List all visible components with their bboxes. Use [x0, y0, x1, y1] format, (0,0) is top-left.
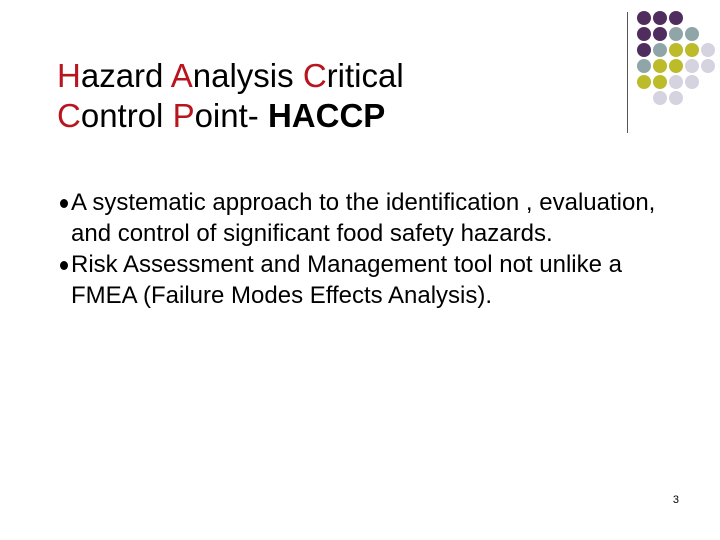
title-segment: ritical: [326, 57, 404, 94]
title-segment: azard: [80, 57, 171, 94]
title-segment: C: [57, 97, 81, 134]
decorative-dot: [669, 11, 683, 25]
bullet-list: [60, 187, 680, 311]
decorative-dot: [685, 75, 699, 89]
decorative-dot: [653, 59, 667, 73]
decorative-dot: [637, 11, 651, 25]
decorative-dot: [653, 43, 667, 57]
decorative-dot: [685, 27, 699, 41]
title-segment: HACCP: [267, 97, 386, 134]
bullet-item: [60, 187, 680, 249]
title-segment: A: [170, 57, 193, 94]
title-segment: oint-: [194, 97, 268, 134]
decorative-dot: [653, 91, 667, 105]
decorative-dot: [669, 43, 683, 57]
title-line-1: [57, 56, 577, 96]
bullet-dot-icon: [60, 199, 68, 208]
title-segment: nalysis: [192, 57, 303, 94]
decorative-dot: [669, 27, 683, 41]
title-segment: C: [302, 57, 327, 94]
bullet-text: Risk Assessment and Management tool not unlike a FMEA (Failure Modes Effects Analysis).: [71, 251, 622, 309]
title-segment: H: [57, 57, 81, 94]
title-segment: ontrol: [80, 97, 173, 134]
bullet-dot-icon: [60, 261, 68, 270]
slide-title: [57, 56, 577, 136]
title-line-2: [57, 96, 577, 136]
decorative-dot: [653, 27, 667, 41]
decorative-dot: [637, 27, 651, 41]
decorative-dot: [669, 59, 683, 73]
decorative-dot: [669, 91, 683, 105]
decorative-dot: [701, 59, 715, 73]
decorative-dot: [637, 43, 651, 57]
decorative-dot: [685, 59, 699, 73]
decorative-dot-grid: [636, 10, 720, 130]
decorative-divider-line: [627, 12, 628, 133]
decorative-dot: [653, 75, 667, 89]
title-segment: P: [172, 97, 195, 134]
slide-number: 3: [672, 494, 679, 506]
bullet-text: A systematic approach to the identification , evaluation, and control of significant food safety hazards.: [71, 189, 656, 247]
bullet-item: [60, 249, 680, 311]
decorative-dot: [653, 11, 667, 25]
decorative-dot: [637, 75, 651, 89]
decorative-dot: [637, 59, 651, 73]
decorative-dot: [685, 43, 699, 57]
decorative-dot: [701, 43, 715, 57]
decorative-dot: [669, 75, 683, 89]
